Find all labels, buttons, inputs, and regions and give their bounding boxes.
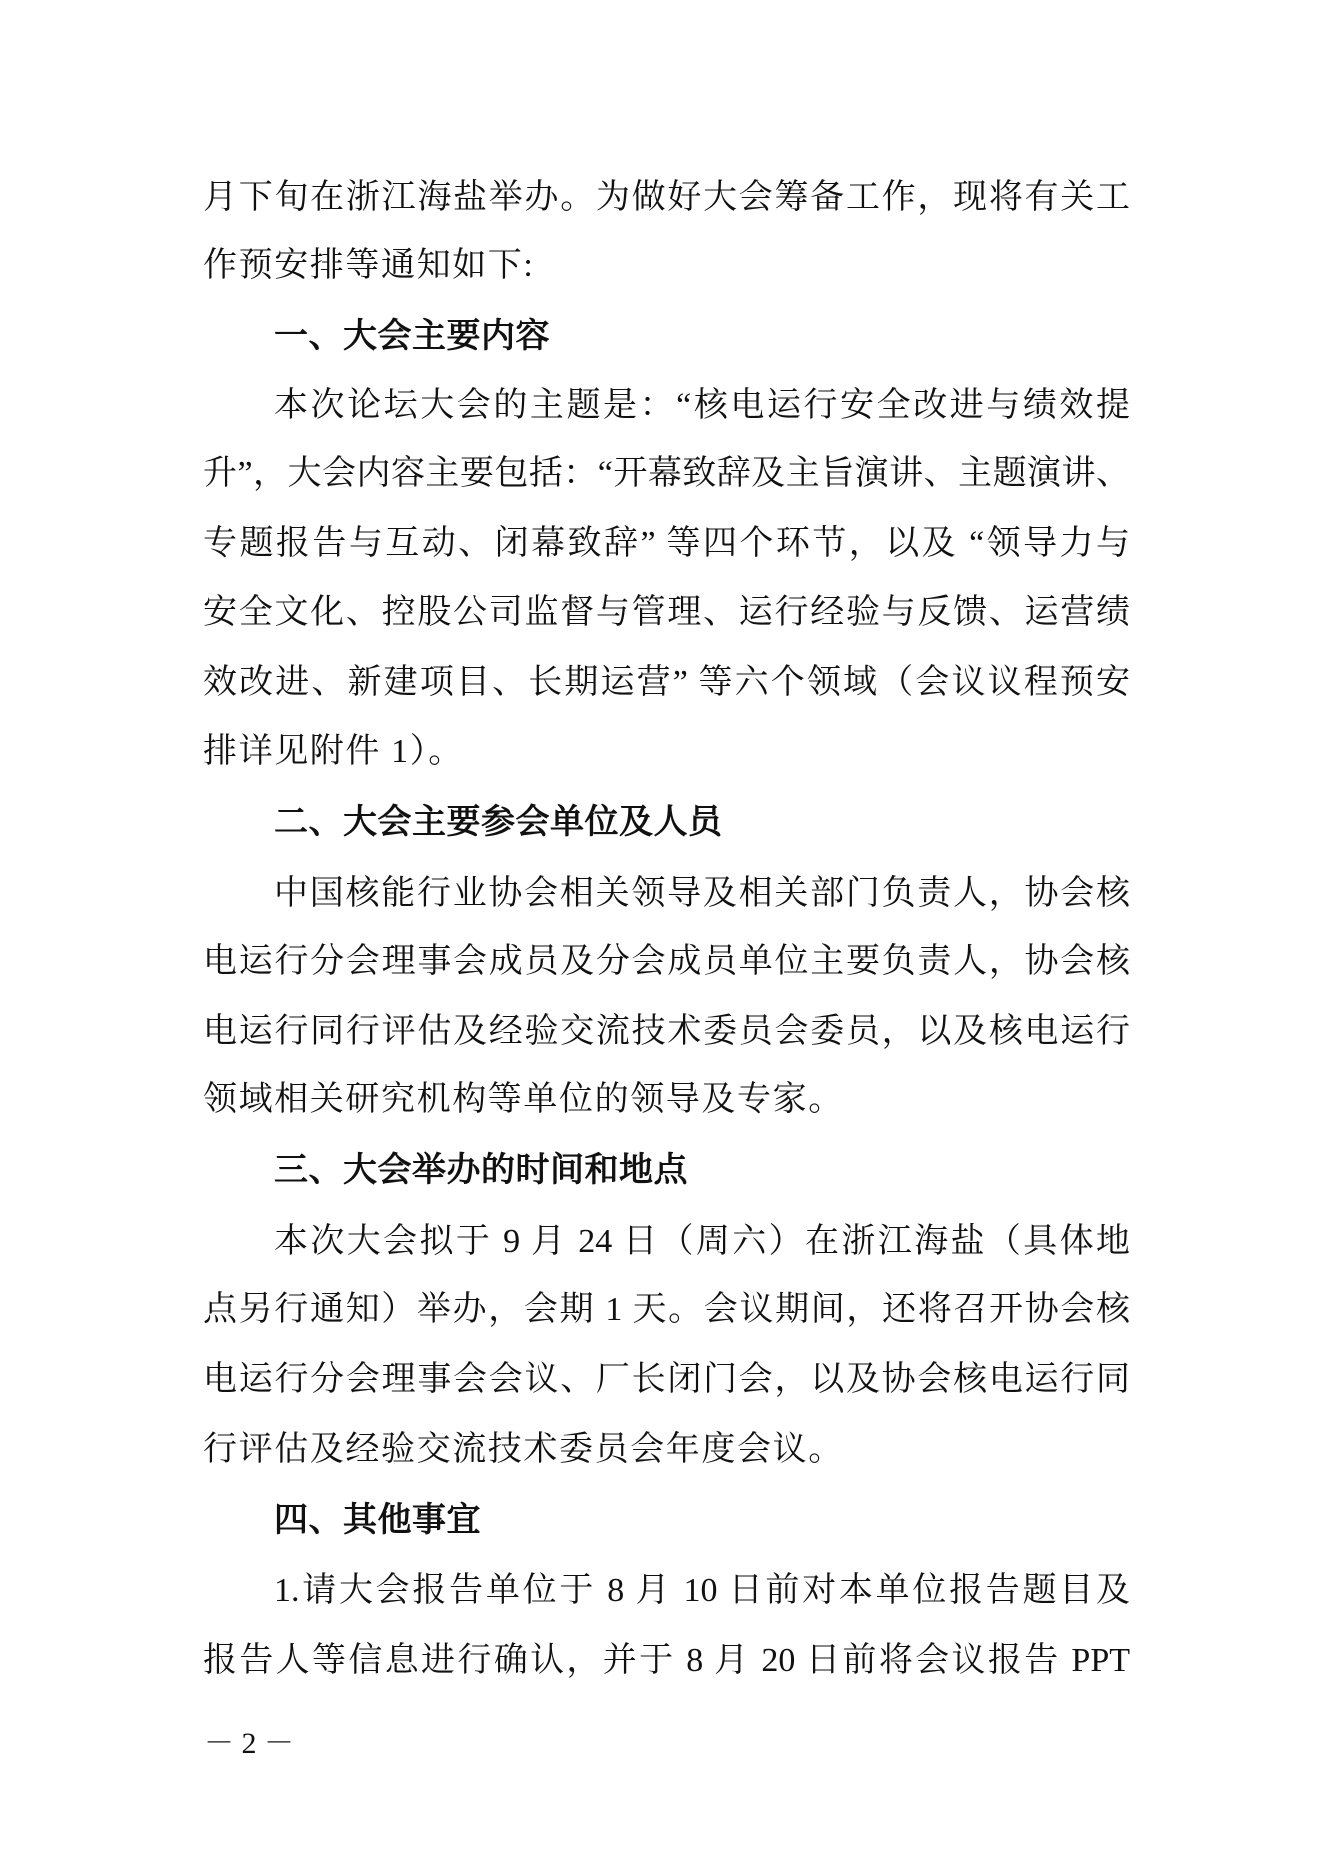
section-heading-1: 一、大会主要内容 [274, 317, 550, 355]
body-text-line: 点另行通知）举办，会期 1 天。会议期间，还将召开协会核 [203, 1291, 1130, 1328]
body-text-line: 电运行分会理事会会议、厂长闭门会，以及协会核电运行同 [203, 1361, 1130, 1398]
body-text-line: 排详见附件 1）。 [203, 733, 464, 770]
body-text-line: 月下旬在浙江海盐举办。为做好大会筹备工作，现将有关工 [203, 179, 1130, 216]
body-text-line: 1.请大会报告单位于 8 月 10 日前对本单位报告题目及 [274, 1572, 1130, 1609]
body-text-line: 效改进、新建项目、长期运营” 等六个领域（会议议程预安 [203, 664, 1130, 701]
body-text-line: 电运行分会理事会成员及分会成员单位主要负责人，协会核 [203, 943, 1130, 980]
body-text-line: 升”，大会内容主要包括：“开幕致辞及主旨演讲、主题演讲、 [203, 455, 1130, 492]
body-text-line: 报告人等信息进行确认，并于 8 月 20 日前将会议报告 PPT [203, 1642, 1130, 1679]
body-text-line: 行评估及经验交流技术委员会年度会议。 [203, 1431, 844, 1468]
body-text-line: 中国核能行业协会相关领导及相关部门负责人，协会核 [274, 875, 1130, 912]
section-heading-4: 四、其他事宜 [274, 1501, 481, 1539]
body-text-line: 专题报告与互动、闭幕致辞” 等四个环节，以及 “领导力与 [203, 525, 1130, 562]
body-text-line: 安全文化、控股公司监督与管理、运行经验与反馈、运营绩 [203, 594, 1130, 631]
body-text-line: 作预安排等通知如下: [203, 247, 535, 284]
body-text-line: 本次大会拟于 9 月 24 日（周六）在浙江海盐（具体地 [274, 1223, 1130, 1260]
section-heading-2: 二、大会主要参会单位及人员 [274, 803, 723, 841]
body-text-line: 领域相关研究机构等单位的领导及专家。 [203, 1081, 844, 1118]
body-text-line: 电运行同行评估及经验交流技术委员会委员，以及核电运行 [203, 1013, 1130, 1050]
body-text-line: 本次论坛大会的主题是：“核电运行安全改进与绩效提 [274, 387, 1130, 424]
page-number: － 2 － [204, 1727, 294, 1760]
section-heading-3: 三、大会举办的时间和地点 [274, 1151, 688, 1189]
